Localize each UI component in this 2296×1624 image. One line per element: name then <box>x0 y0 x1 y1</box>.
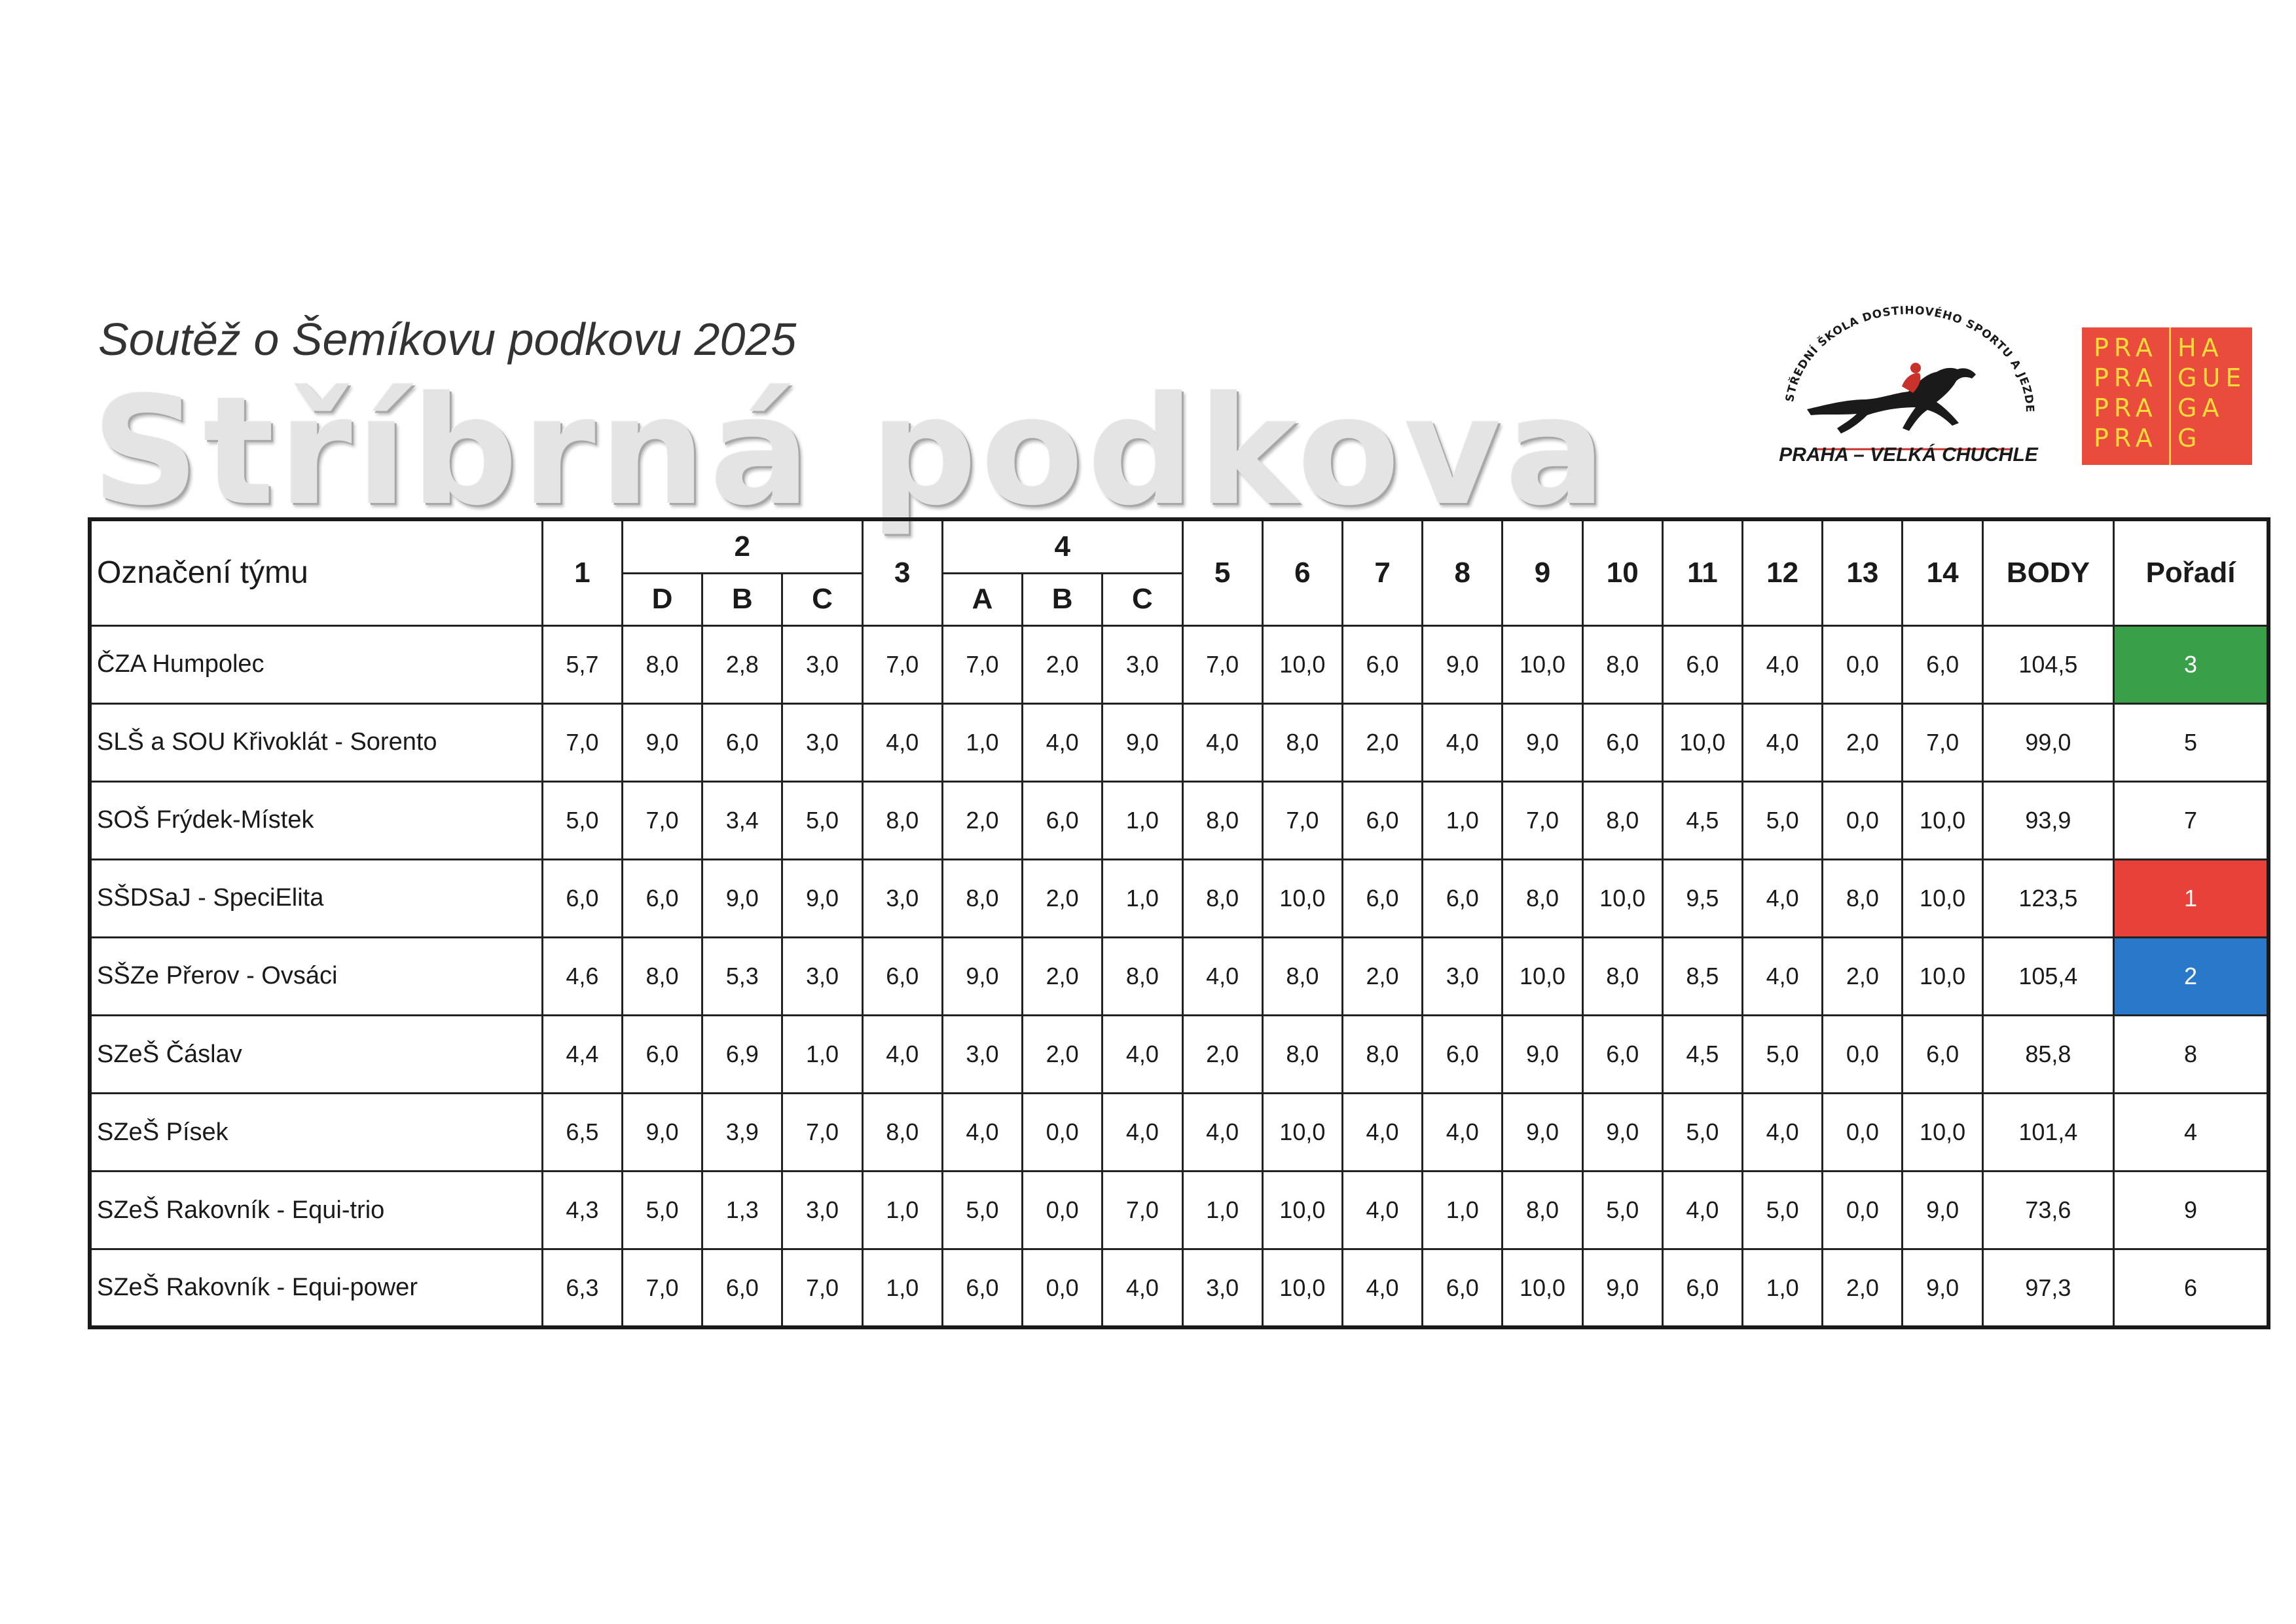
score-cell: 6,0 <box>702 1249 782 1327</box>
score-cell: 1,0 <box>862 1249 942 1327</box>
total-points-cell: 99,0 <box>1982 703 2113 781</box>
score-cell: 1,0 <box>862 1172 942 1249</box>
sub-column-header: B <box>702 573 782 625</box>
score-cell: 4,0 <box>862 703 942 781</box>
score-cell: 2,0 <box>1342 937 1422 1015</box>
score-cell: 8,0 <box>1823 859 1903 937</box>
prague-logo-line: PRA <box>2094 363 2158 392</box>
team-column-header: Označení týmu <box>90 519 542 625</box>
prague-logo <box>2082 327 2252 465</box>
score-cell: 4,0 <box>1423 1094 1503 1172</box>
score-cell: 4,0 <box>1023 703 1102 781</box>
team-name: SZeŠ Písek <box>90 1094 542 1172</box>
score-cell: 5,0 <box>1662 1094 1742 1172</box>
score-cell: 9,0 <box>1582 1094 1662 1172</box>
score-cell: 6,0 <box>622 1016 702 1094</box>
team-name: SZeŠ Rakovník - Equi-trio <box>90 1172 542 1249</box>
score-cell: 8,0 <box>862 781 942 859</box>
score-cell: 10,0 <box>1903 937 1982 1015</box>
rank-cell: 5 <box>2114 703 2269 781</box>
score-cell: 5,0 <box>942 1172 1022 1249</box>
score-cell: 0,0 <box>1823 781 1903 859</box>
prague-logo-line: GUE <box>2178 363 2247 392</box>
score-cell: 10,0 <box>1262 859 1342 937</box>
score-cell: 4,0 <box>942 1094 1022 1172</box>
total-points-cell: 97,3 <box>1982 1249 2113 1327</box>
score-cell: 4,0 <box>1662 1172 1742 1249</box>
score-cell: 9,0 <box>1503 1016 1582 1094</box>
score-cell: 7,0 <box>862 625 942 703</box>
table-row <box>90 625 2269 703</box>
score-cell: 1,0 <box>1743 1249 1823 1327</box>
score-cell: 6,0 <box>1342 625 1422 703</box>
score-cell: 6,0 <box>1342 781 1422 859</box>
prague-logo-right <box>2178 333 2246 453</box>
score-cell: 9,0 <box>622 1094 702 1172</box>
score-cell: 10,0 <box>1903 1094 1982 1172</box>
body-column-header: BODY <box>1982 519 2113 625</box>
score-cell: 6,0 <box>1903 1016 1982 1094</box>
score-cell: 6,0 <box>1662 1249 1742 1327</box>
score-cell: 8,0 <box>862 1094 942 1172</box>
score-cell: 7,0 <box>942 625 1022 703</box>
score-cell: 2,0 <box>1342 703 1422 781</box>
score-cell: 5,0 <box>622 1172 702 1249</box>
column-header: 12 <box>1743 519 1823 625</box>
score-cell: 9,0 <box>782 859 862 937</box>
score-cell: 8,0 <box>1582 937 1662 1015</box>
score-cell: 9,0 <box>1423 625 1503 703</box>
score-cell: 3,0 <box>782 937 862 1015</box>
score-cell: 1,0 <box>942 703 1022 781</box>
table-row <box>90 937 2269 1015</box>
prague-logo-line: G <box>2178 424 2202 452</box>
total-points-cell: 123,5 <box>1982 859 2113 937</box>
results-body <box>90 625 2269 1327</box>
score-cell: 0,0 <box>1023 1172 1102 1249</box>
total-points-cell: 101,4 <box>1982 1094 2113 1172</box>
score-cell: 8,0 <box>1262 703 1342 781</box>
score-cell: 9,0 <box>1582 1249 1662 1327</box>
prague-logo-left <box>2094 333 2158 453</box>
score-cell: 10,0 <box>1503 625 1582 703</box>
table-row <box>90 859 2269 937</box>
prague-logo-line: PRA <box>2094 333 2158 362</box>
score-cell: 9,0 <box>1903 1172 1982 1249</box>
score-cell: 2,0 <box>1182 1016 1262 1094</box>
score-cell: 6,0 <box>1582 703 1662 781</box>
score-cell: 2,0 <box>1023 859 1102 937</box>
score-cell: 4,0 <box>1102 1249 1182 1327</box>
team-name: SOŠ Frýdek-Místek <box>90 781 542 859</box>
score-cell: 2,0 <box>1823 937 1903 1015</box>
score-cell: 5,7 <box>542 625 622 703</box>
score-cell: 10,0 <box>1503 937 1582 1015</box>
score-cell: 4,0 <box>1743 937 1823 1015</box>
total-points-cell: 93,9 <box>1982 781 2113 859</box>
score-cell: 3,0 <box>942 1016 1022 1094</box>
score-cell: 4,0 <box>862 1016 942 1094</box>
column-group-header: 4 <box>942 519 1182 573</box>
score-cell: 10,0 <box>1582 859 1662 937</box>
score-cell: 7,0 <box>1903 703 1982 781</box>
score-cell: 1,0 <box>1182 1172 1262 1249</box>
sub-column-header: D <box>622 573 702 625</box>
column-header: 10 <box>1582 519 1662 625</box>
total-points-cell: 104,5 <box>1982 625 2113 703</box>
score-cell: 10,0 <box>1503 1249 1582 1327</box>
score-cell: 4,6 <box>542 937 622 1015</box>
score-cell: 6,0 <box>1903 625 1982 703</box>
competition-subtitle: Soutěž o Šemíkovu podkovu 2025 <box>98 314 797 365</box>
score-cell: 3,0 <box>782 703 862 781</box>
score-cell: 7,0 <box>1503 781 1582 859</box>
prague-logo-line: PRA <box>2094 424 2158 452</box>
score-cell: 8,0 <box>1503 1172 1582 1249</box>
score-cell: 8,0 <box>1182 781 1262 859</box>
score-cell: 7,0 <box>1182 625 1262 703</box>
table-row <box>90 1172 2269 1249</box>
rank-cell: 7 <box>2114 781 2269 859</box>
rank-cell: 1 <box>2114 859 2269 937</box>
score-cell: 6,0 <box>1423 859 1503 937</box>
score-cell: 4,0 <box>1743 625 1823 703</box>
score-cell: 9,0 <box>702 859 782 937</box>
column-header: 11 <box>1662 519 1742 625</box>
score-cell: 5,0 <box>542 781 622 859</box>
score-cell: 4,0 <box>1342 1172 1422 1249</box>
score-cell: 5,0 <box>1743 1172 1823 1249</box>
score-cell: 4,0 <box>1743 1094 1823 1172</box>
score-cell: 8,0 <box>1342 1016 1422 1094</box>
score-cell: 2,0 <box>1023 625 1102 703</box>
score-cell: 7,0 <box>782 1249 862 1327</box>
score-cell: 1,0 <box>1423 781 1503 859</box>
score-cell: 6,0 <box>1342 859 1422 937</box>
score-cell: 8,0 <box>1582 625 1662 703</box>
score-cell: 3,0 <box>782 1172 862 1249</box>
score-cell: 8,0 <box>622 625 702 703</box>
column-header: 5 <box>1182 519 1262 625</box>
table-row <box>90 1249 2269 1327</box>
score-cell: 9,5 <box>1662 859 1742 937</box>
sub-column-header: C <box>782 573 862 625</box>
score-cell: 1,3 <box>702 1172 782 1249</box>
score-cell: 8,0 <box>1182 859 1262 937</box>
sub-column-header: A <box>942 573 1022 625</box>
score-cell: 3,4 <box>702 781 782 859</box>
score-cell: 7,0 <box>1262 781 1342 859</box>
results-table <box>88 517 2270 1329</box>
score-cell: 6,0 <box>1662 625 1742 703</box>
column-header: 7 <box>1342 519 1422 625</box>
score-cell: 4,0 <box>1423 703 1503 781</box>
sub-column-header: C <box>1102 573 1182 625</box>
score-cell: 7,0 <box>782 1094 862 1172</box>
score-cell: 9,0 <box>1903 1249 1982 1327</box>
score-cell: 3,9 <box>702 1094 782 1172</box>
score-cell: 2,8 <box>702 625 782 703</box>
school-caption: PRAHA – VELKÁ CHUCHLE <box>1779 444 2038 466</box>
team-name: SLŠ a SOU Křivoklát - Sorento <box>90 703 542 781</box>
score-cell: 4,3 <box>542 1172 622 1249</box>
score-cell: 7,0 <box>622 1249 702 1327</box>
score-cell: 10,0 <box>1262 1094 1342 1172</box>
score-cell: 10,0 <box>1903 859 1982 937</box>
table-row <box>90 781 2269 859</box>
score-cell: 0,0 <box>1823 625 1903 703</box>
score-cell: 4,0 <box>1743 703 1823 781</box>
team-name: ČZA Humpolec <box>90 625 542 703</box>
score-cell: 8,0 <box>1102 937 1182 1015</box>
score-cell: 6,0 <box>542 859 622 937</box>
score-cell: 1,0 <box>1423 1172 1503 1249</box>
score-cell: 6,0 <box>1582 1016 1662 1094</box>
score-cell: 8,0 <box>942 859 1022 937</box>
score-cell: 1,0 <box>782 1016 862 1094</box>
score-cell: 2,0 <box>1023 1016 1102 1094</box>
score-cell: 4,0 <box>1182 1094 1262 1172</box>
score-cell: 4,0 <box>1182 937 1262 1015</box>
rank-cell: 4 <box>2114 1094 2269 1172</box>
score-cell: 6,0 <box>702 703 782 781</box>
score-cell: 2,0 <box>1823 1249 1903 1327</box>
column-header: 8 <box>1423 519 1503 625</box>
score-cell: 6,5 <box>542 1094 622 1172</box>
score-cell: 8,5 <box>1662 937 1742 1015</box>
score-cell: 2,0 <box>1823 703 1903 781</box>
score-cell: 6,0 <box>1423 1249 1503 1327</box>
score-cell: 1,0 <box>1102 781 1182 859</box>
score-cell: 4,0 <box>1743 859 1823 937</box>
score-cell: 4,5 <box>1662 1016 1742 1094</box>
score-cell: 6,0 <box>862 937 942 1015</box>
column-header: 14 <box>1903 519 1982 625</box>
score-cell: 1,0 <box>1102 859 1182 937</box>
prague-logo-line: HA <box>2178 333 2224 362</box>
score-cell: 10,0 <box>1262 625 1342 703</box>
rank-cell: 3 <box>2114 625 2269 703</box>
team-name: SŠZe Přerov - Ovsáci <box>90 937 542 1015</box>
score-cell: 7,0 <box>542 703 622 781</box>
total-points-cell: 85,8 <box>1982 1016 2113 1094</box>
team-name: SZeŠ Rakovník - Equi-power <box>90 1249 542 1327</box>
score-cell: 6,9 <box>702 1016 782 1094</box>
column-header: 13 <box>1823 519 1903 625</box>
total-points-cell: 73,6 <box>1982 1172 2113 1249</box>
score-cell: 0,0 <box>1823 1016 1903 1094</box>
score-cell: 9,0 <box>1503 1094 1582 1172</box>
score-cell: 5,0 <box>782 781 862 859</box>
score-cell: 3,0 <box>862 859 942 937</box>
rank-column-header: Pořadí <box>2114 519 2269 625</box>
prague-logo-line: PRA <box>2094 394 2158 422</box>
score-cell: 0,0 <box>1023 1249 1102 1327</box>
rank-cell: 2 <box>2114 937 2269 1015</box>
score-cell: 5,3 <box>702 937 782 1015</box>
score-cell: 7,0 <box>1102 1172 1182 1249</box>
sub-column-header: B <box>1023 573 1102 625</box>
score-cell: 0,0 <box>1823 1094 1903 1172</box>
table-row <box>90 1016 2269 1094</box>
team-name: SZeŠ Čáslav <box>90 1016 542 1094</box>
score-cell: 10,0 <box>1262 1172 1342 1249</box>
score-cell: 9,0 <box>1102 703 1182 781</box>
score-cell: 4,0 <box>1102 1016 1182 1094</box>
score-cell: 4,5 <box>1662 781 1742 859</box>
score-cell: 4,0 <box>1102 1094 1182 1172</box>
score-cell: 5,0 <box>1582 1172 1662 1249</box>
score-cell: 6,0 <box>942 1249 1022 1327</box>
score-cell: 2,0 <box>1023 937 1102 1015</box>
rank-cell: 8 <box>2114 1016 2269 1094</box>
prague-logo-divider <box>2169 327 2171 465</box>
score-cell: 4,0 <box>1182 703 1262 781</box>
score-cell: 3,0 <box>1182 1249 1262 1327</box>
score-cell: 4,4 <box>542 1016 622 1094</box>
score-cell: 0,0 <box>1823 1172 1903 1249</box>
total-points-cell: 105,4 <box>1982 937 2113 1015</box>
score-cell: 4,0 <box>1342 1094 1422 1172</box>
table-row <box>90 703 2269 781</box>
score-cell: 10,0 <box>1662 703 1742 781</box>
score-cell: 6,0 <box>1023 781 1102 859</box>
column-group-header: 2 <box>622 519 862 573</box>
score-cell: 0,0 <box>1023 1094 1102 1172</box>
score-cell: 8,0 <box>1503 859 1582 937</box>
rank-cell: 6 <box>2114 1249 2269 1327</box>
team-name: SŠDSaJ - SpeciElita <box>90 859 542 937</box>
score-cell: 8,0 <box>1262 937 1342 1015</box>
page-title: Stříbrná podkova <box>92 364 1610 538</box>
score-cell: 10,0 <box>1262 1249 1342 1327</box>
score-cell: 3,0 <box>1423 937 1503 1015</box>
score-cell: 4,0 <box>1342 1249 1422 1327</box>
score-cell: 6,3 <box>542 1249 622 1327</box>
prague-logo-line: GA <box>2178 394 2225 422</box>
score-cell: 6,0 <box>1423 1016 1503 1094</box>
score-cell: 5,0 <box>1743 781 1823 859</box>
table-row <box>90 1094 2269 1172</box>
score-cell: 2,0 <box>942 781 1022 859</box>
score-cell: 8,0 <box>1582 781 1662 859</box>
school-arc-text: STŘEDNÍ ŠKOLA DOSTIHOVÉHO SPORTU A JEZDE <box>1783 304 2037 414</box>
score-cell: 8,0 <box>1262 1016 1342 1094</box>
score-cell: 9,0 <box>622 703 702 781</box>
column-header: 9 <box>1503 519 1582 625</box>
score-cell: 10,0 <box>1903 781 1982 859</box>
score-cell: 3,0 <box>1102 625 1182 703</box>
column-header: 1 <box>542 519 622 625</box>
score-cell: 6,0 <box>622 859 702 937</box>
score-cell: 7,0 <box>622 781 702 859</box>
score-cell: 9,0 <box>1503 703 1582 781</box>
score-cell: 9,0 <box>942 937 1022 1015</box>
rank-cell: 9 <box>2114 1172 2269 1249</box>
score-cell: 8,0 <box>622 937 702 1015</box>
column-header: 6 <box>1262 519 1342 625</box>
score-cell: 5,0 <box>1743 1016 1823 1094</box>
score-cell: 3,0 <box>782 625 862 703</box>
column-header: 3 <box>862 519 942 625</box>
